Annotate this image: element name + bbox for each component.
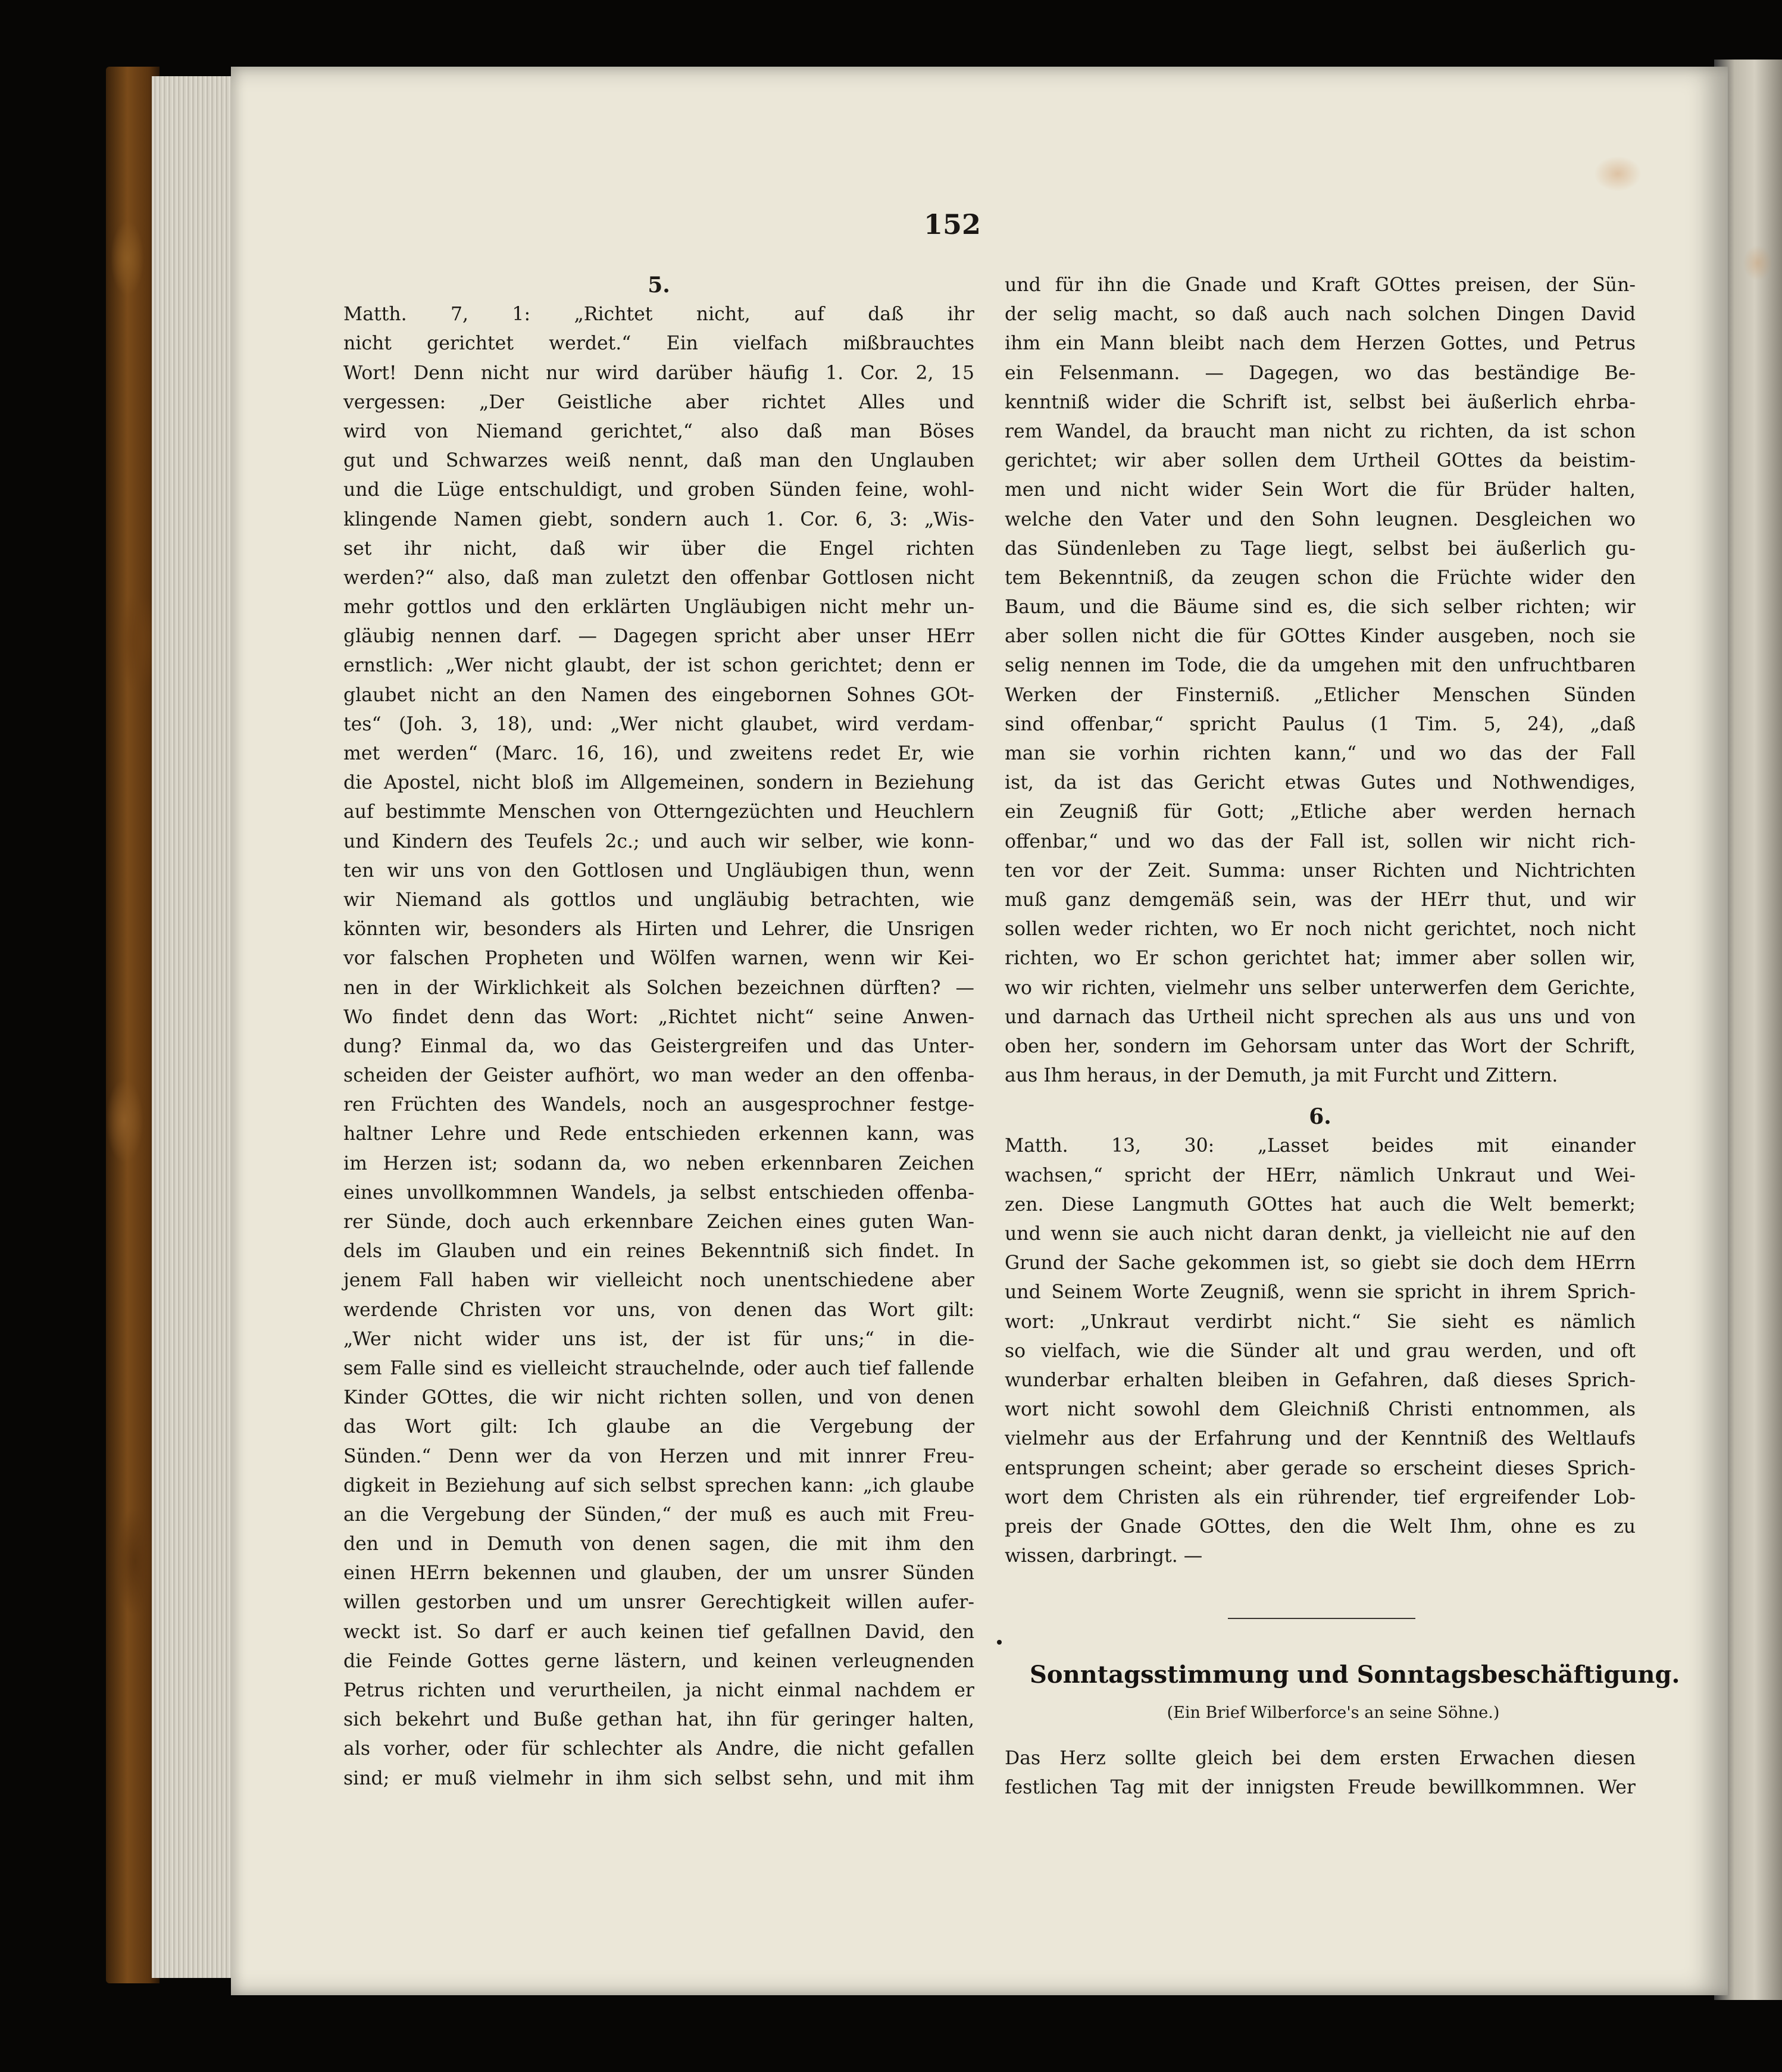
text-line: ein Zeugniß für Gott; „Etliche aber werden hernach: [1005, 801, 1636, 823]
text-line: wird von Niemand gerichtet,“ also daß man Böses: [343, 420, 974, 442]
text-line: wort dem Christen als ein rührender, tief ergreifender Lob-: [1005, 1486, 1636, 1508]
text-line: sind offenbar,“ spricht Paulus (1 Tim. 5, 24), „daß: [1005, 713, 1636, 735]
text-line: zen. Diese Langmuth GOttes hat auch die Welt bemerkt;: [1005, 1193, 1636, 1215]
text-line: und darnach das Urtheil nicht sprechen als aus uns und von: [1005, 1006, 1636, 1028]
text-line: sollen weder richten, wo Er noch nicht gerichtet, noch nicht: [1005, 918, 1636, 940]
text-line: met werden“ (Marc. 16, 16), und zweitens redet Er, wie: [343, 743, 974, 764]
text-line: set ihr nicht, daß wir über die Engel richten: [343, 537, 974, 560]
text-line: so vielfach, wie die Sünder alt und grau werden, und oft: [1005, 1340, 1636, 1362]
text-line: welche den Vater und den Sohn leugnen. Desgleichen wo: [1005, 508, 1636, 530]
left-text-column: [343, 271, 974, 1793]
text-line: und Seinem Worte Zeugniß, wenn sie spricht in ihrem Sprich-: [1005, 1282, 1636, 1304]
text-line: werdende Christen vor uns, von denen das Wort gilt:: [343, 1299, 974, 1321]
text-line: das Wort gilt: Ich glaube an die Vergebung der: [343, 1416, 974, 1438]
text-line: rem Wandel, da braucht man nicht zu richten, da ist schon: [1005, 420, 1636, 442]
text-line: Petrus richten und verurtheilen, ja nicht einmal nachdem er: [343, 1680, 974, 1701]
text-line: eines unvollkommnen Wandels, ja selbst entschieden offenba-: [343, 1182, 974, 1204]
article-body: [1005, 1744, 1636, 1802]
text-line: werden?“ also, daß man zuletzt den offenbar Gottlosen nicht: [343, 567, 974, 589]
text-line: gläubig nennen darf. — Dagegen spricht aber unser HErr: [343, 626, 974, 648]
text-line: vielmehr aus der Erfahrung und der Kenntniß des Weltlaufs: [1005, 1428, 1636, 1450]
text-line: und für ihn die Gnade und Kraft GOttes preisen, der Sün-: [1005, 274, 1636, 296]
text-line: im Herzen ist; sodann da, wo neben erkennbaren Zeichen: [343, 1152, 974, 1174]
text-line: den und in Demuth von denen sagen, die mit ihm den: [343, 1533, 974, 1555]
page-edge-stack: [152, 76, 241, 1978]
text-line: man sie vorhin richten kann,“ und wo das der Fall: [1005, 743, 1636, 764]
page-stain: [1594, 156, 1642, 192]
text-line: an die Vergebung der Sünden,“ der muß es auch mit Freu-: [343, 1504, 974, 1526]
text-line: jenem Fall haben wir vielleicht noch unentschiedene aber: [343, 1270, 974, 1292]
text-line: wachsen,“ spricht der HErr, nämlich Unkraut und Wei-: [1005, 1164, 1636, 1186]
text-line: vor falschen Propheten und Wölfen warnen, wenn wir Kei-: [343, 948, 974, 970]
text-line: Matth. 13, 30: „Lasset beides mit einander: [1005, 1135, 1636, 1157]
text-line: Werken der Finsterniß. „Etlicher Menschen Sünden: [1005, 684, 1636, 706]
text-line: ist, da ist das Gericht etwas Gutes und Nothwendiges,: [1005, 772, 1636, 794]
page-number: 152: [923, 208, 981, 240]
text-line: als vorher, oder für schlechter als Andre, die nicht gefallen: [343, 1738, 974, 1760]
text-line: die Feinde Gottes gerne lästern, und keinen verleugnenden: [343, 1650, 974, 1672]
text-line: vergessen: „Der Geistliche aber richtet Alles und: [343, 391, 974, 413]
text-line: rer Sünde, doch auch erkennbare Zeichen eines guten Wan-: [343, 1211, 974, 1233]
text-line: klingende Namen giebt, sondern auch 1. Cor. 6, 3: „Wis-: [343, 508, 974, 530]
text-line: „Wer nicht wider uns ist, der ist für uns;“ in die-: [343, 1328, 974, 1350]
text-line: sem Falle sind es vielleicht strauchelnde, oder auch tief fallende: [343, 1357, 974, 1379]
text-line: digkeit in Beziehung auf sich selbst sprechen kann: „ich glaube: [343, 1474, 974, 1496]
text-line: Grund der Sache gekommen ist, so giebt sie doch dem HErrn: [1005, 1252, 1636, 1274]
section-number: 6.: [1309, 1104, 1331, 1130]
text-line: ren Früchten des Wandels, noch an ausgesprochner festge-: [343, 1094, 974, 1116]
text-line: willen gestorben und um unsrer Gerechtigkeit willen aufer-: [343, 1592, 974, 1614]
text-line: und die Lüge entschuldigt, und groben Sünden feine, wohl-: [343, 479, 974, 501]
text-line: Baum, und die Bäume sind es, die sich selber richten; wir: [1005, 596, 1636, 618]
text-line: glaubet nicht an den Namen des eingebornen Sohnes GOt-: [343, 684, 974, 706]
text-line: und Kindern des Teufels 2c.; und auch wir selber, wie konn-: [343, 830, 974, 852]
page-stain: [1743, 245, 1772, 281]
text-line: aus Ihm heraus, in der Demuth, ja mit Furcht und Zittern.: [1005, 1065, 1558, 1087]
text-line: könnten wir, besonders als Hirten und Lehrer, die Unsrigen: [343, 918, 974, 940]
section-divider-rule: [1228, 1618, 1415, 1619]
section-number: 5.: [648, 273, 670, 298]
text-line: Sünden.“ Denn wer da von Herzen und mit innrer Freu-: [343, 1445, 974, 1467]
text-line: wissen, darbringt. —: [1005, 1545, 1203, 1567]
text-line: kenntniß wider die Schrift ist, selbst bei äußerlich ehrba-: [1005, 391, 1636, 413]
text-line: weckt ist. So darf er auch keinen tief gefallnen David, den: [343, 1621, 974, 1643]
text-line: scheiden der Geister aufhört, wo man weder an den offenba-: [343, 1065, 974, 1087]
text-line: richten, wo Er schon gerichtet hat; immer aber sollen wir,: [1005, 948, 1636, 970]
text-line: mehr gottlos und den erklärten Ungläubigen nicht mehr un-: [343, 596, 974, 618]
text-line: wir Niemand als gottlos und ungläubig betrachten, wie: [343, 889, 974, 911]
text-line: dung? Einmal da, wo das Geistergreifen und das Unter-: [343, 1035, 974, 1057]
text-line: men und nicht wider Sein Wort die für Brüder halten,: [1005, 479, 1636, 501]
text-line: sich bekehrt und Buße gethan hat, ihn für geringer halten,: [343, 1709, 974, 1731]
text-line: Kinder GOttes, die wir nicht richten sollen, und von denen: [343, 1387, 974, 1409]
text-line: wort nicht sowohl dem Gleichniß Christi entnommen, als: [1005, 1399, 1636, 1421]
text-line: das Sündenleben zu Tage liegt, selbst bei äußerlich gu-: [1005, 537, 1636, 560]
text-line: Wort! Denn nicht nur wird darüber häufig 1. Cor. 2, 15: [343, 362, 974, 384]
text-line: wunderbar erhalten bleiben in Gefahren, daß dieses Sprich-: [1005, 1369, 1636, 1391]
right-text-column: [1005, 271, 1636, 1571]
text-line: nicht gerichtet werdet.“ Ein vielfach mißbrauchtes: [343, 333, 974, 355]
text-line: gut und Schwarzes weiß nennt, daß man den Unglauben: [343, 450, 974, 472]
text-line: die Apostel, nicht bloß im Allgemeinen, sondern in Beziehung: [343, 772, 974, 794]
ink-dot: [997, 1640, 1002, 1645]
text-line: auf bestimmte Menschen von Otterngezüchten und Heuchlern: [343, 801, 974, 823]
text-line: der selig macht, so daß auch nach solchen Dingen David: [1005, 304, 1636, 326]
text-line: dels im Glauben und ein reines Bekenntniß sich findet. In: [343, 1240, 974, 1262]
text-line: sind; er muß vielmehr in ihm sich selbst sehn, und mit ihm: [343, 1767, 974, 1789]
article-title: Sonntagsstimmung und Sonntagsbeschäftigung.: [1030, 1661, 1680, 1689]
text-line: selig nennen im Tode, die da umgehen mit den unfruchtbaren: [1005, 655, 1636, 677]
text-line: tem Bekenntniß, da zeugen schon die Früchte wider den: [1005, 567, 1636, 589]
text-line: aber sollen nicht die für GOttes Kinder ausgeben, noch sie: [1005, 626, 1636, 648]
text-line: und wenn sie auch nicht daran denkt, ja vielleicht nie auf den: [1005, 1223, 1636, 1245]
text-line: Das Herz sollte gleich bei dem ersten Erwachen diesen: [1005, 1748, 1636, 1769]
text-line: gerichtet; wir aber sollen dem Urtheil GOttes da beistim-: [1005, 450, 1636, 472]
text-line: Matth. 7, 1: „Richtet nicht, auf daß ihr: [343, 304, 974, 326]
text-line: tes“ (Joh. 3, 18), und: „Wer nicht glaubet, wird verdam-: [343, 713, 974, 735]
text-line: ten wir uns von den Gottlosen und Ungläubigen thun, wenn: [343, 860, 974, 882]
text-line: nen in der Wirklichkeit als Solchen bezeichnen dürften? —: [343, 977, 974, 999]
text-line: preis der Gnade GOttes, den die Welt Ihm, ohne es zu: [1005, 1515, 1636, 1537]
text-line: ein Felsenmann. — Dagegen, wo das beständige Be-: [1005, 362, 1636, 384]
text-line: haltner Lehre und Rede entschieden erkennen kann, was: [343, 1123, 974, 1145]
text-line: ernstlich: „Wer nicht glaubt, der ist schon gerichtet; denn er: [343, 655, 974, 677]
text-line: Wo findet denn das Wort: „Richtet nicht“ seine Anwen-: [343, 1006, 974, 1028]
text-line: wo wir richten, vielmehr uns selber unterwerfen dem Gerichte,: [1005, 977, 1636, 999]
text-line: ten vor der Zeit. Summa: unser Richten und Nichtrichten: [1005, 860, 1636, 882]
text-line: einen HErrn bekennen und glauben, der um unsrer Sünden: [343, 1562, 974, 1585]
text-line: wort: „Unkraut verdirbt nicht.“ Sie sieht es nämlich: [1005, 1311, 1636, 1333]
article-subtitle: (Ein Brief Wilberforce's an seine Söhne.): [1167, 1704, 1500, 1722]
text-line: festlichen Tag mit der innigsten Freude bewillkommnen. Wer: [1005, 1777, 1636, 1799]
text-line: muß ganz demgemäß sein, was der HErr thut, und wir: [1005, 889, 1636, 911]
text-line: offenbar,“ und wo das der Fall ist, sollen wir nicht rich-: [1005, 830, 1636, 852]
text-line: ihm ein Mann bleibt nach dem Herzen Gottes, und Petrus: [1005, 333, 1636, 355]
text-line: oben her, sondern im Gehorsam unter das Wort der Schrift,: [1005, 1035, 1636, 1057]
text-line: entsprungen scheint; aber gerade so erscheint dieses Sprich-: [1005, 1457, 1636, 1479]
